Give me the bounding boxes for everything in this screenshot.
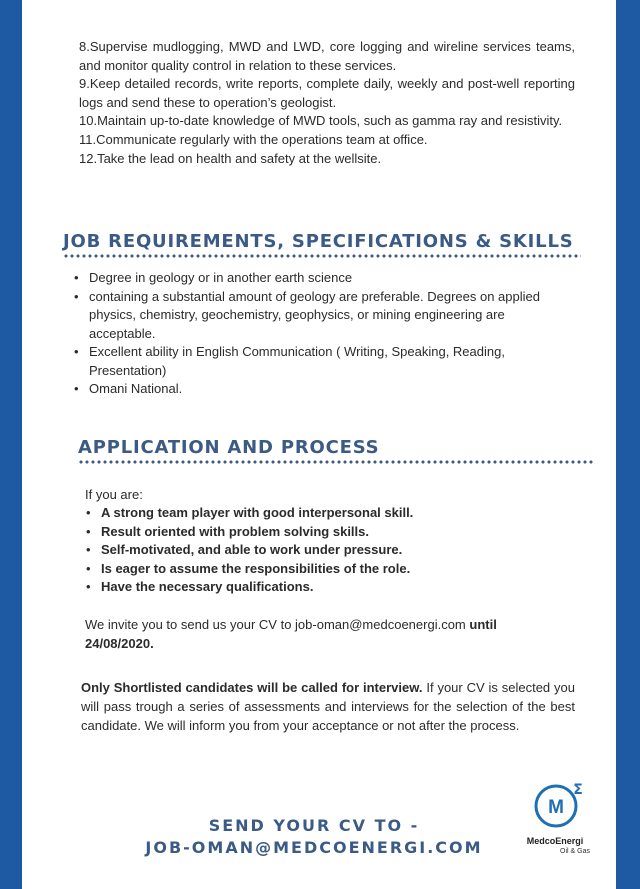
deadline-text: until 24/08/2020. bbox=[85, 617, 497, 651]
invite-paragraph bbox=[85, 615, 555, 653]
dotted-divider bbox=[63, 254, 581, 258]
logo-name: MedcoEnergi bbox=[526, 836, 584, 846]
list-item: • Degree in geology or in another earth science bbox=[74, 269, 544, 288]
dotted-divider bbox=[78, 460, 594, 464]
footer-line-1: SEND YOUR CV TO - bbox=[208, 816, 420, 835]
duty-item: 10.Maintain up-to-date knowledge of MWD tools, such as gamma ray and resistivity. bbox=[79, 113, 563, 129]
list-item: • Result oriented with problem solving skills. bbox=[86, 523, 556, 542]
list-item: • Excellent ability in English Communication ( Writing, Speaking, Reading, Presentation) bbox=[74, 343, 544, 380]
logo-sigma: Σ bbox=[573, 782, 583, 798]
duty-item: 12.Take the lead on health and safety at the wellsite. bbox=[79, 150, 382, 166]
send-cv-footer bbox=[142, 815, 486, 859]
list-item: • Self-motivated, and able to work under pressure. bbox=[86, 541, 556, 560]
application-heading: APPLICATION AND PROCESS bbox=[78, 437, 380, 458]
duty-item: 9.Keep detailed records, write reports, complete daily, weekly and post-well reporting logs and send these to operation’s geologist. bbox=[79, 76, 575, 110]
list-item: • Have the necessary qualifications. bbox=[86, 578, 556, 597]
duties-list bbox=[79, 38, 575, 168]
qualities-list bbox=[86, 504, 556, 597]
list-item: • A strong team player with good interpersonal skill. bbox=[86, 504, 556, 523]
list-item: • Omani National. bbox=[74, 380, 544, 399]
footer-email: JOB-OMAN@MEDCOENERGI.COM bbox=[145, 838, 483, 857]
list-item: • containing a substantial amount of geology are preferable. Degrees on applied physics, chemistry, geochemistry, geophysics, or mining engineering are acceptable. bbox=[74, 288, 544, 344]
intro-text: If you are: bbox=[85, 487, 143, 502]
logo-letter: M bbox=[548, 797, 564, 818]
list-item: • Is eager to assume the responsibilities of the role. bbox=[86, 560, 556, 579]
logo-subtitle: Oil & Gas bbox=[560, 848, 590, 855]
invite-text: We invite you to send us your CV to job-oman@medcoenergi.com bbox=[85, 617, 466, 632]
shortlist-paragraph bbox=[81, 678, 575, 735]
shortlist-text: If your CV is selected you will pass trough a series of assessments and interviews for the selection of the best candidate. We will inform you from your acceptance or not after the process. bbox=[81, 680, 575, 733]
document-page bbox=[22, 0, 616, 889]
duty-item: 8.Supervise mudlogging, MWD and LWD, core logging and wireline services teams, and monitor quality control in relation to these services. bbox=[79, 39, 575, 73]
requirements-heading: JOB REQUIREMENTS, SPECIFICATIONS & SKILLS bbox=[63, 231, 574, 252]
requirements-list bbox=[74, 269, 544, 399]
shortlist-bold: Only Shortlisted candidates will be called for interview. bbox=[81, 680, 423, 695]
duty-item: 11.Communicate regularly with the operations team at office. bbox=[79, 131, 428, 147]
